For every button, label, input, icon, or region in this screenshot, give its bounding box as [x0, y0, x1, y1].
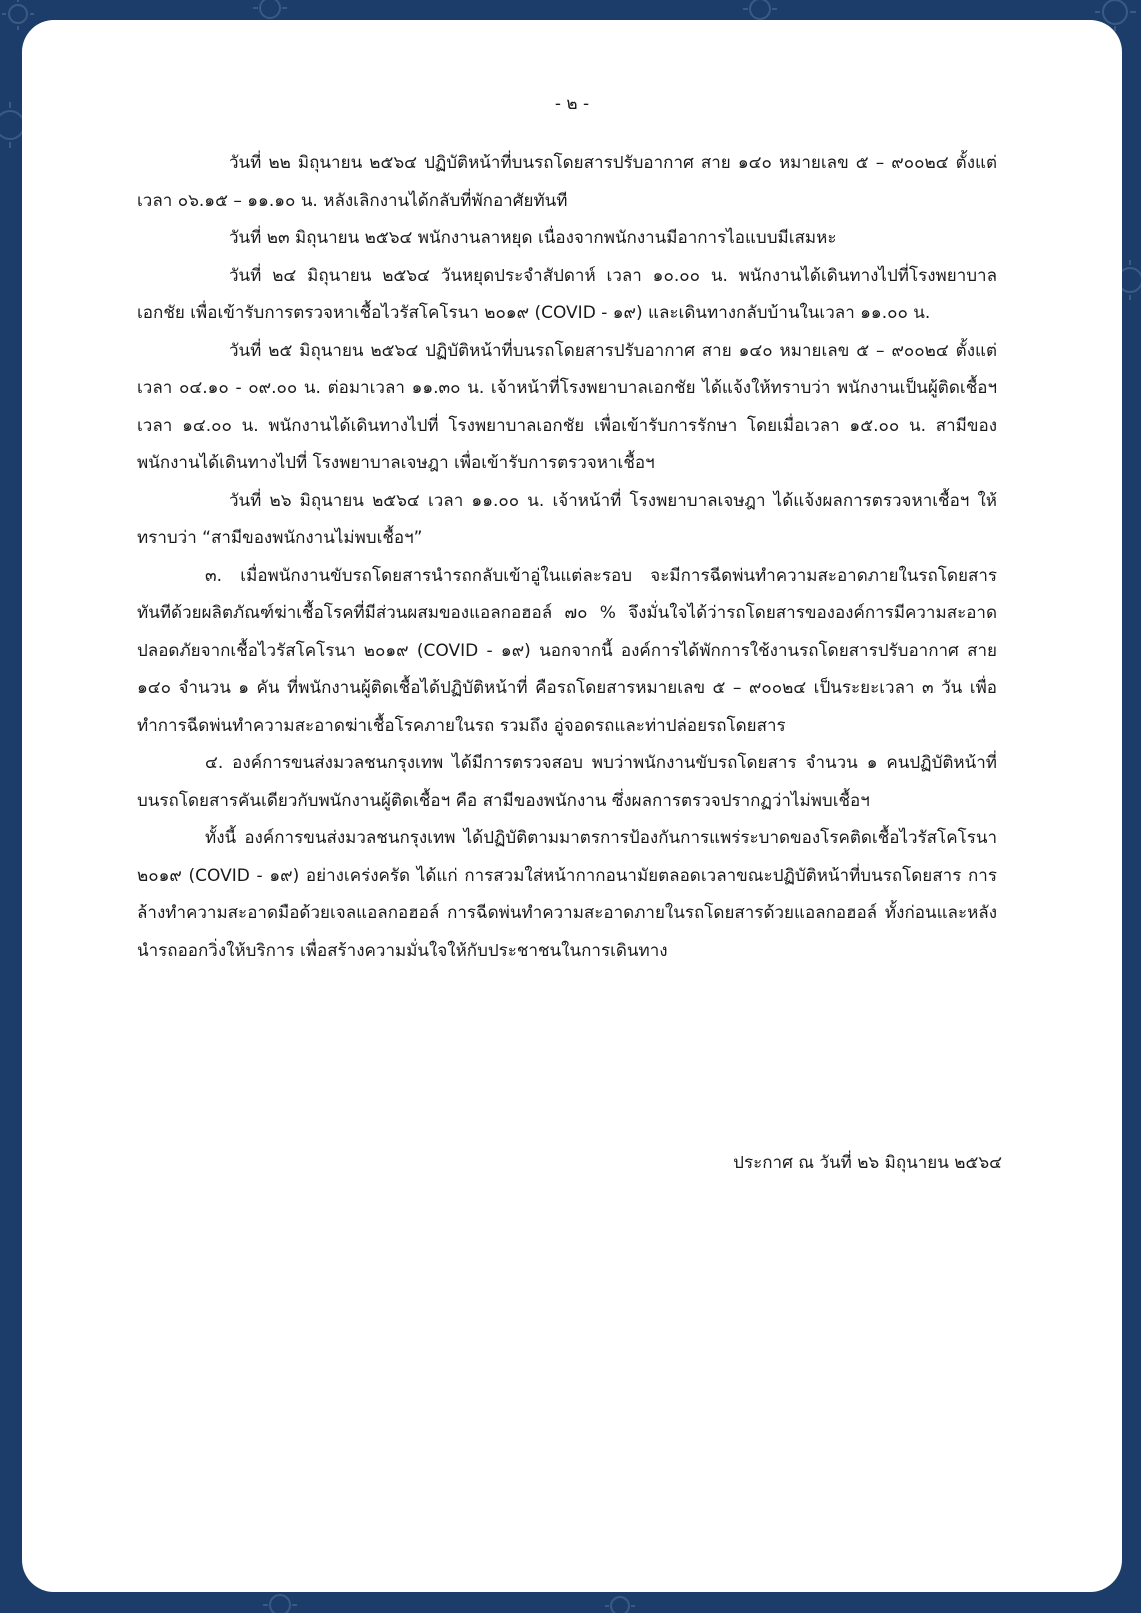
- paragraph-june-25: วันที่ ๒๕ มิถุนายน ๒๕๖๔ ปฏิบัติหน้าที่บนรถโดยสารปรับอากาศ สาย ๑๔๐ หมายเลข ๕ – ๙๐๐๒๔ ตั้งแต่เวลา ๐๔.๑๐ - ๐๙.๐๐ น. ต่อมาเวลา ๑๑.๓๐ น. เจ้าหน้าที่โรงพยาบาลเอกชัย ได้แจ้งให้ทราบว่า พนักงานเป็นผู้ติดเชื้อฯ เวลา ๑๔.๐๐ น. พนักงานได้เดินทางไปที่ โรงพยาบาลเอกชัย เพื่อเข้ารับการรักษา โดยเมื่อเวลา ๑๕.๐๐ น. สามีของพนักงานได้เดินทางไปที่ โรงพยาบาลเจษฎา เพื่อเข้ารับการตรวจหาเชื้อฯ: [137, 340, 997, 473]
- virus-icon: [0, 102, 24, 148]
- paragraph-item-4: ๔. องค์การขนส่งมวลชนกรุงเทพ ได้มีการตรวจสอบ พบว่าพนักงานขับรถโดยสาร จำนวน ๑ คนปฏิบัติหน้าที่บนรถโดยสารคันเดียวกับพนักงานผู้ติดเชื้อฯ คือ สามีของพนักงาน ซึ่งผลการตรวจปรากฏว่าไม่พบเชื้อฯ: [137, 753, 997, 811]
- virus-icon: [2, 0, 34, 30]
- paragraph-june-26: วันที่ ๒๖ มิถุนายน ๒๕๖๔ เวลา ๑๑.๐๐ น. เจ้าหน้าที่ โรงพยาบาลเจษฎา ได้แจ้งผลการตรวจหาเชื้อฯ ให้ทราบว่า “สามีของพนักงานไม่พบเชื้อฯ”: [137, 490, 997, 548]
- paragraph-june-24: วันที่ ๒๔ มิถุนายน ๒๕๖๔ วันหยุดประจำสัปดาห์ เวลา ๑๐.๐๐ น. พนักงานได้เดินทางไปที่โรงพยาบาลเอกชัย เพื่อเข้ารับการตรวจหาเชื้อไวรัสโคโรนา ๒๐๑๙ (COVID - ๑๙) และเดินทางกลับบ้านในเวลา ๑๑.๐๐ น.: [137, 265, 997, 323]
- virus-icon: [605, 1597, 635, 1613]
- paragraph-june-23: วันที่ ๒๓ มิถุนายน ๒๕๖๔ พนักงานลาหยุด เนื่องจากพนักงานมีอาการไอแบบมีเสมหะ: [229, 228, 837, 248]
- virus-icon: [263, 1595, 297, 1613]
- paragraph-item-3: ๓. เมื่อพนักงานขับรถโดยสารนำรถกลับเข้าอู่ในแต่ละรอบ จะมีการฉีดพ่นทำความสะอาดภายในรถโดยสารทันทีด้วยผลิตภัณฑ์ฆ่าเชื้อโรคที่มีส่วนผสมของแอลกอฮอล์ ๗๐ % จึงมั่นใจได้ว่ารถโดยสารขององค์การมีความสะอาด ปลอดภัยจากเชื้อไวรัสโคโรนา ๒๐๑๙ (COVID - ๑๙) นอกจากนี้ องค์การได้พักการใช้งานรถโดยสารปรับอากาศ สาย ๑๔๐ จำนวน ๑ คัน ที่พนักงานผู้ติดเชื้อได้ปฏิบัติหน้าที่ คือรถโดยสารหมายเลข ๕ – ๙๐๐๒๔ เป็นระยะเวลา ๓ วัน เพื่อทำการฉีดพ่นทำความสะอาดฆ่าเชื้อโรคภายในรถ รวมถึง อู่จอดรถและท่าปล่อยรถโดยสาร: [137, 565, 997, 736]
- announcement-date: ประกาศ ณ วันที่ ๒๖ มิถุนายน ๒๕๖๔: [733, 1153, 1002, 1173]
- document-page: [22, 20, 1122, 1592]
- paragraph-june-22: วันที่ ๒๒ มิถุนายน ๒๕๖๔ ปฏิบัติหน้าที่บนรถโดยสารปรับอากาศ สาย ๑๔๐ หมายเลข ๕ – ๙๐๐๒๔ ตั้งแต่เวลา ๐๖.๑๕ – ๑๑.๑๐ น. หลังเลิกงานได้กลับที่พักอาศัยทันที: [137, 153, 997, 211]
- document-body: [137, 145, 997, 970]
- paragraph-summary: ทั้งนี้ องค์การขนส่งมวลชนกรุงเทพ ได้ปฏิบัติตามมาตรการป้องกันการแพร่ระบาดของโรคติดเชื้อไวรัสโคโรนา ๒๐๑๙ (COVID - ๑๙) อย่างเคร่งครัด ได้แก่ การสวมใส่หน้ากากอนามัยตลอดเวลาขณะปฏิบัติหน้าที่บนรถโดยสาร การล้างทำความสะอาดมือด้วยเจลแอลกอฮอล์ การฉีดพ่นทำความสะอาดภายในรถโดยสารด้วยแอลกอฮอล์ ทั้งก่อนและหลังนำรถออกวิ่งให้บริการ เพื่อสร้างความมั่นใจให้กับประชาชนในการเดินทาง: [137, 828, 997, 961]
- page-number: - ๒ -: [554, 94, 590, 114]
